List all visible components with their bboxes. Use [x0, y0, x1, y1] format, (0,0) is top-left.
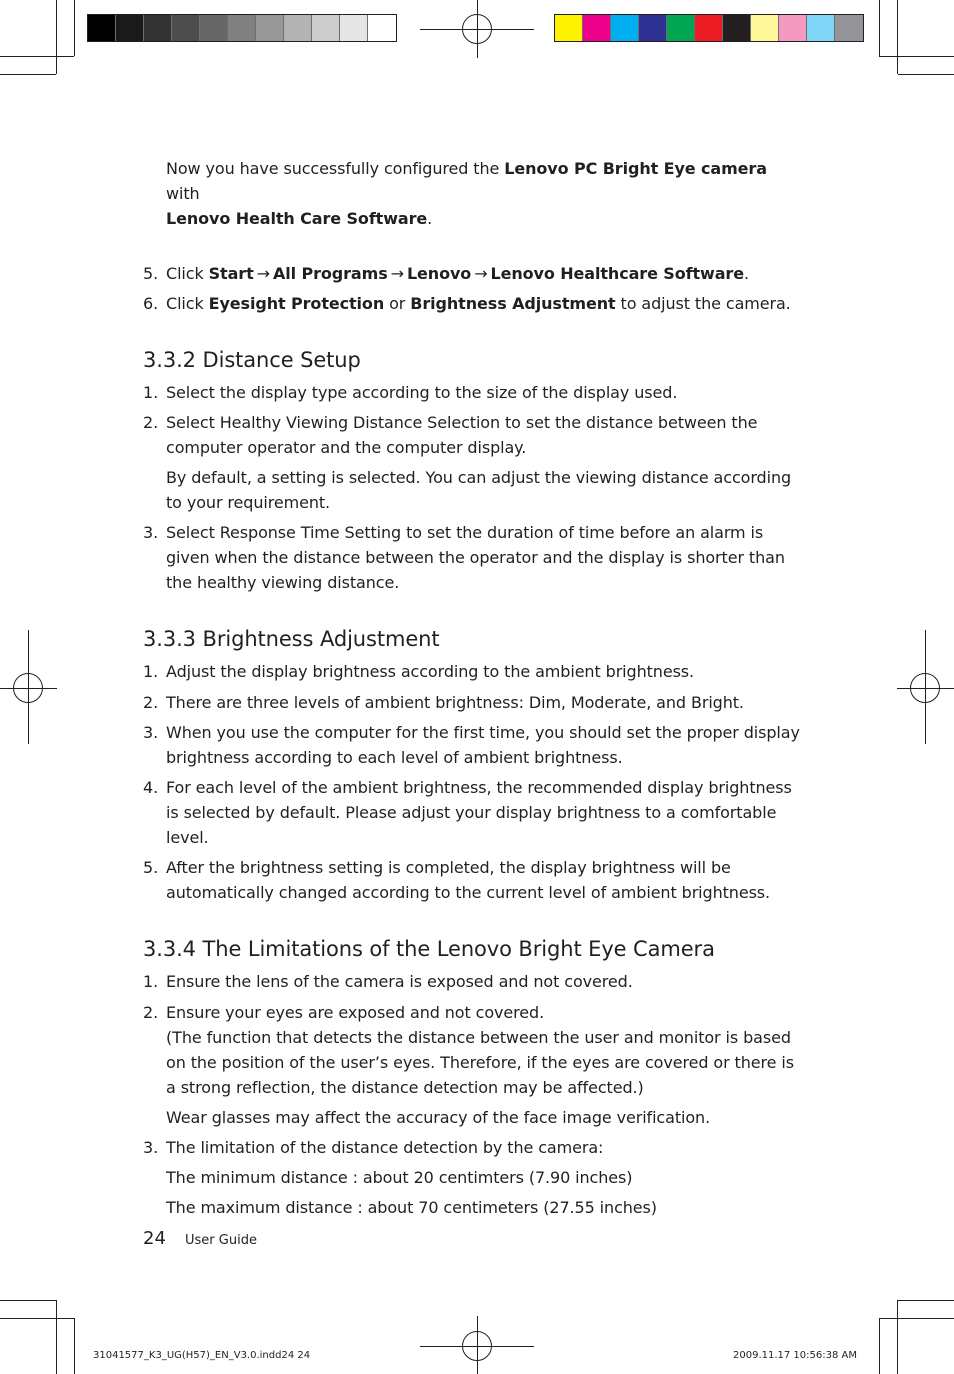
- section-heading-limitations: 3.3.4 The Limitations of the Lenovo Bright Eye Camera: [143, 937, 715, 961]
- list-item: 3. When you use the computer for the first time, you should set the proper display brightness according to each level of ambient brightness.: [143, 723, 800, 767]
- list-item: 2. Ensure your eyes are exposed and not covered. (The function that detects the distance between the user and monitor is based on the position of the user’s eyes. Therefore, if the eyes are covered or there is a strong reflection, the distance detection may be affected.) Wear glasses may affect the accuracy of the face image verification.: [143, 1003, 794, 1127]
- detection-note: (The function that detects the distance between the user and monitor is based on the position of the user’s eyes. Therefore, if the eyes are covered or there is a strong reflection, the distance detection may be affected.): [166, 1028, 794, 1097]
- menu-all-programs: All Programs: [272, 264, 388, 283]
- color-swatch: [228, 15, 256, 41]
- color-swatch: [256, 15, 284, 41]
- list-item: 5. After the brightness setting is completed, the display brightness will be automatically changed according to the current level of ambient brightness.: [143, 858, 771, 902]
- section-heading-brightness: 3.3.3 Brightness Adjustment: [143, 627, 440, 651]
- color-swatch: [583, 15, 611, 41]
- color-swatch: [751, 15, 779, 41]
- arrow-icon: →: [256, 264, 270, 283]
- color-swatch: [172, 15, 200, 41]
- color-swatch: [144, 15, 172, 41]
- color-swatch: [667, 15, 695, 41]
- menu-lenovo: Lenovo: [406, 264, 472, 283]
- option-eyesight-protection: Eyesight Protection: [208, 294, 385, 313]
- minimum-distance: The minimum distance : about 20 centimters (7.90 inches): [166, 1168, 633, 1187]
- software-name: Lenovo Health Care Software: [166, 209, 428, 228]
- grayscale-color-bar: [87, 14, 397, 42]
- page-number: 24: [143, 1228, 166, 1249]
- list-item: 1. Ensure the lens of the camera is exposed and not covered.: [143, 972, 633, 991]
- list-item: 6. Click Eyesight Protection or Brightness Adjustment to adjust the camera.: [143, 294, 791, 313]
- limitations-steps: [143, 969, 803, 1220]
- intro-paragraph: Now you have successfully configured the Lenovo PC Bright Eye camera with Lenovo Health Care Software.: [166, 159, 767, 228]
- arrow-icon: →: [474, 264, 488, 283]
- section-heading-distance: 3.3.2 Distance Setup: [143, 348, 361, 372]
- list-item: 5. Click Start → All Programs → Lenovo → Lenovo Healthcare Software.: [143, 264, 749, 283]
- arrow-icon: →: [390, 264, 404, 283]
- color-swatch: [340, 15, 368, 41]
- list-item: 1. Select the display type according to the size of the display used.: [143, 383, 678, 402]
- list-item: 3. The limitation of the distance detection by the camera: The minimum distance : about 20 centimters (7.90 inches) The maximum distance : about 70 centimeters (27.55 inches): [143, 1135, 803, 1220]
- list-item: 2. Select Healthy Viewing Distance Selection to set the distance between the computer operator and the computer display. By default, a setting is selected. You can adjust the viewing distance according to your requirement.: [143, 413, 792, 512]
- color-swatch: [312, 15, 340, 41]
- camera-name: Lenovo PC Bright Eye camera: [504, 159, 767, 178]
- color-swatch: [368, 15, 396, 41]
- menu-healthcare-software: Lenovo Healthcare Software: [490, 264, 744, 283]
- color-swatch: [284, 15, 312, 41]
- color-swatch: [695, 15, 723, 41]
- list-item: 4. For each level of the ambient brightness, the recommended display brightness is selected by default. Please adjust your display brightness to a comfortable level.: [143, 778, 792, 847]
- color-swatch: [807, 15, 835, 41]
- list-item: 1. Adjust the display brightness according to the ambient brightness.: [143, 662, 695, 681]
- maximum-distance: The maximum distance : about 70 centimeters (27.55 inches): [166, 1198, 657, 1217]
- menu-start: Start: [208, 264, 254, 283]
- setup-steps: [143, 261, 803, 316]
- color-swatch: [723, 15, 751, 41]
- color-swatch: [611, 15, 639, 41]
- page-content: [143, 156, 803, 1220]
- color-swatch: [639, 15, 667, 41]
- distance-steps: [143, 380, 803, 595]
- color-swatch: [116, 15, 144, 41]
- color-swatch: [835, 15, 863, 41]
- slug-timestamp: 2009.11.17 10:56:38 AM: [733, 1350, 857, 1361]
- color-swatch: [779, 15, 807, 41]
- slug-file-info: 31041577_K3_UG(H57)_EN_V3.0.indd24 24: [93, 1350, 311, 1361]
- process-color-bar: [554, 14, 864, 42]
- color-swatch: [555, 15, 583, 41]
- color-swatch: [88, 15, 116, 41]
- color-swatch: [200, 15, 228, 41]
- footer-label: User Guide: [185, 1233, 257, 1248]
- list-item: 3. Select Response Time Setting to set the duration of time before an alarm is given when the distance between the operator and the display is shorter than the healthy viewing distance.: [143, 523, 785, 592]
- option-brightness-adjustment: Brightness Adjustment: [410, 294, 616, 313]
- brightness-steps: [143, 659, 803, 905]
- list-item: 2. There are three levels of ambient brightness: Dim, Moderate, and Bright.: [143, 693, 744, 712]
